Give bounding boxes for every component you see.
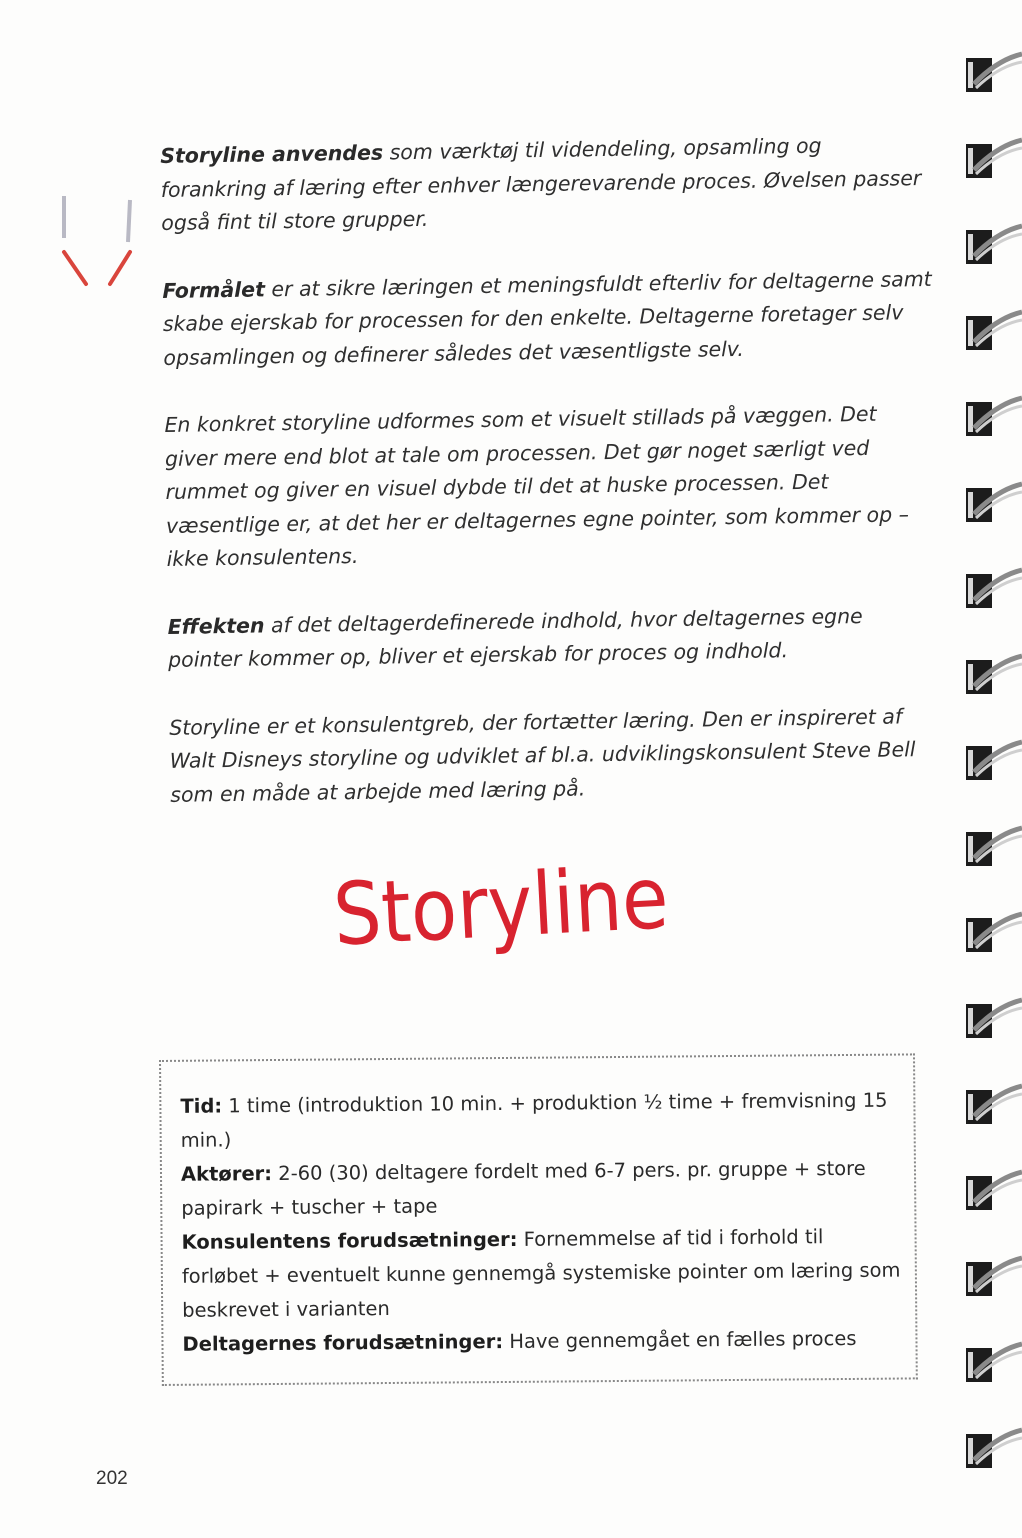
spiral-ring-icon (966, 656, 1022, 694)
spiral-ring-icon (966, 914, 1022, 952)
paragraph-text: af det deltagerdefinerede indhold, hvor deltagernes egne pointer kommer op, bliver et ejerskab for proces og indhold. (167, 603, 863, 672)
spiral-ring-icon (966, 226, 1022, 264)
info-label: Konsulentens forudsætninger: (181, 1227, 518, 1254)
info-value: 2-60 (30) deltagere fordelt med 6-7 pers. pr. gruppe + store papirark + tuscher + tape (181, 1156, 866, 1220)
spiral-ring-icon (966, 140, 1022, 178)
paragraph-text: En konkret storyline udformes som et visuelt stillads på væggen. Det giver mere end blot at tale om processen. Det gør noget særligt ved rummet og giver en visuel dybde til det at huske processen. Det væsentlige er, at det her er deltagernes egne pointer, som kommer op – ikke konsulentens. (164, 401, 910, 571)
info-label: Aktører: (180, 1162, 273, 1186)
spiral-binding-icon (952, 30, 1022, 1530)
paragraph-intro (160, 128, 931, 241)
body-text (160, 128, 941, 846)
paragraph-origin (169, 699, 940, 812)
spiral-ring-icon (966, 828, 1022, 866)
spiral-ring-icon (966, 1172, 1022, 1210)
spiral-ring-icon (966, 1430, 1022, 1468)
info-value: Have gennemgået en fælles proces (503, 1326, 857, 1354)
info-row-time (180, 1084, 901, 1158)
paragraph-effect (167, 598, 938, 677)
section-marker-icon (58, 192, 138, 292)
info-value: Fornemmelse af tid i forhold til forløbet + eventuelt kunne gennemgå systemiske pointer om læring som beskrevet i varianten (181, 1225, 901, 1322)
info-box (159, 1053, 918, 1386)
spiral-ring-icon (966, 742, 1022, 780)
info-row-participants (182, 1322, 902, 1362)
spiral-ring-icon (966, 484, 1022, 522)
paragraph-text: er at sikre læringen et meningsfuldt efterliv for deltagerne samt skabe ejerskab for processen for den enkelte. Deltagerne foretager selv opsamlingen og definerer således det væsentligste selv. (162, 266, 932, 370)
spiral-ring-icon (966, 1344, 1022, 1382)
spiral-ring-icon (966, 398, 1022, 436)
info-list (180, 1084, 902, 1362)
paragraph-purpose (162, 262, 933, 375)
page-number: 202 (96, 1468, 128, 1489)
spiral-ring-icon (966, 1000, 1022, 1038)
spiral-ring-icon (966, 1086, 1022, 1124)
paragraph-text: Storyline er et konsulentgreb, der fortætter læring. Den er inspireret af Walt Disneys storyline og udviklet af bl.a. udviklingskonsulent Steve Bell som en måde at arbejde med læring på. (169, 703, 916, 807)
info-label: Tid: (180, 1094, 223, 1118)
paragraph-lead: Storyline anvendes (160, 140, 384, 168)
paragraph-lead: Formålet (162, 276, 266, 303)
info-row-actors (181, 1152, 902, 1226)
storyline-title-text: Storyline (331, 845, 719, 966)
spiral-ring-icon (966, 312, 1022, 350)
paragraph-text: som værktøj til videndeling, opsamling og forankring af læring efter enhver længerevarende proces. Øvelsen passer også fint til store grupper. (160, 133, 922, 235)
spiral-ring-icon (966, 1258, 1022, 1296)
paragraph-concrete (164, 397, 937, 577)
storyline-title (330, 838, 719, 988)
info-row-consultant (181, 1220, 902, 1328)
info-value: 1 time (introduktion 10 min. + produktion ½ time + fremvisning 15 min.) (180, 1088, 888, 1152)
info-label: Deltagernes forudsætninger: (182, 1330, 504, 1356)
paragraph-lead: Effekten (167, 612, 265, 639)
spiral-ring-icon (966, 54, 1022, 92)
spiral-ring-icon (966, 570, 1022, 608)
